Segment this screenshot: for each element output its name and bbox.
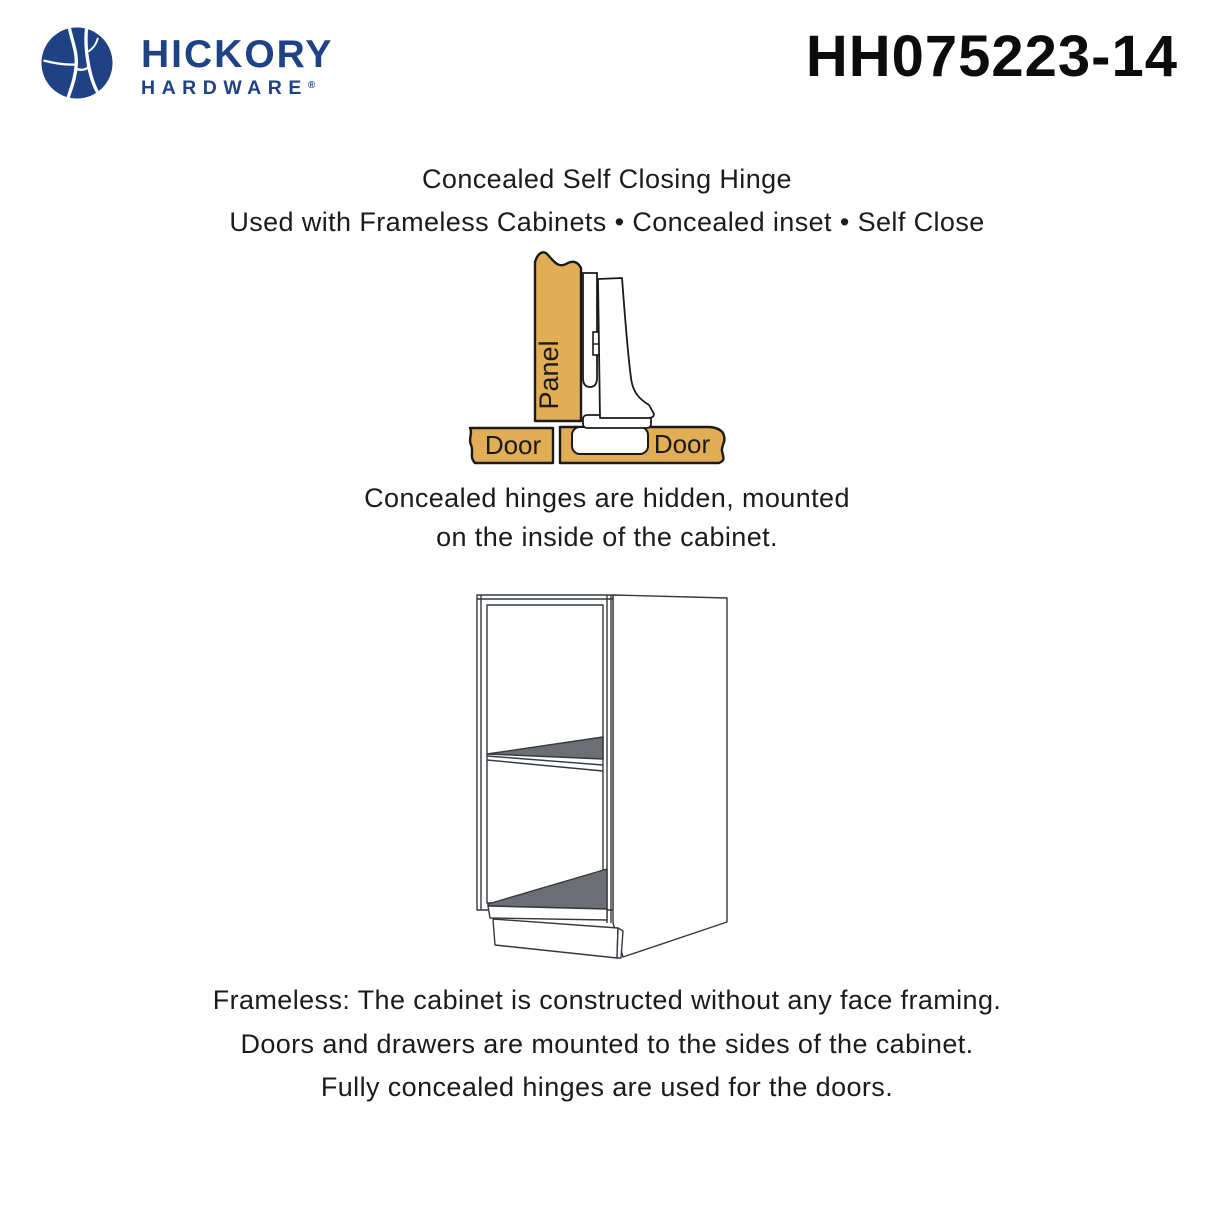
frameless-description-line1: Frameless: The cabinet is constructed without any face framing. <box>212 985 1002 1015</box>
brand-name-line2-text: HARDWARE <box>141 77 308 99</box>
right-door-label: Door <box>653 429 711 459</box>
hinge-mounting-plate <box>583 273 597 387</box>
cabinet-floor-front-edge <box>488 906 607 920</box>
frameless-description-line2: Doors and drawers are mounted to the sides of the cabinet. <box>240 1028 974 1059</box>
panel-label: Panel <box>534 340 564 410</box>
brand-name <box>141 26 333 99</box>
hinge-cup-recess <box>572 427 648 454</box>
hinge-caption <box>0 479 1214 556</box>
cabinet-side-panel <box>613 595 727 957</box>
brand-lockup <box>40 26 333 100</box>
left-door-label: Door <box>484 430 542 460</box>
hinge-cross-section-diagram <box>458 248 730 470</box>
hinge-arm <box>598 278 654 418</box>
cabinet-toe-kick <box>493 919 618 958</box>
part-number: HH075223-14 <box>805 24 1178 89</box>
hickory-logo-icon <box>40 26 114 100</box>
hinge-caption-line2: on the inside of the cabinet. <box>436 521 778 552</box>
brand-name-line2 <box>141 79 333 99</box>
frameless-description <box>0 979 1214 1110</box>
hinge-caption-line1: Concealed hinges are hidden, mounted <box>364 483 850 513</box>
frameless-description-line3: Fully concealed hinges are used for the doors. <box>320 1072 894 1102</box>
frameless-cabinet-drawing <box>470 588 730 973</box>
registered-trademark-symbol: ® <box>307 80 316 91</box>
brand-name-line1: HICKORY <box>141 33 334 76</box>
product-subtitle: Used with Frameless Cabinets • Concealed inset • Self Close <box>229 207 985 237</box>
product-title: Concealed Self Closing Hinge <box>422 164 792 194</box>
